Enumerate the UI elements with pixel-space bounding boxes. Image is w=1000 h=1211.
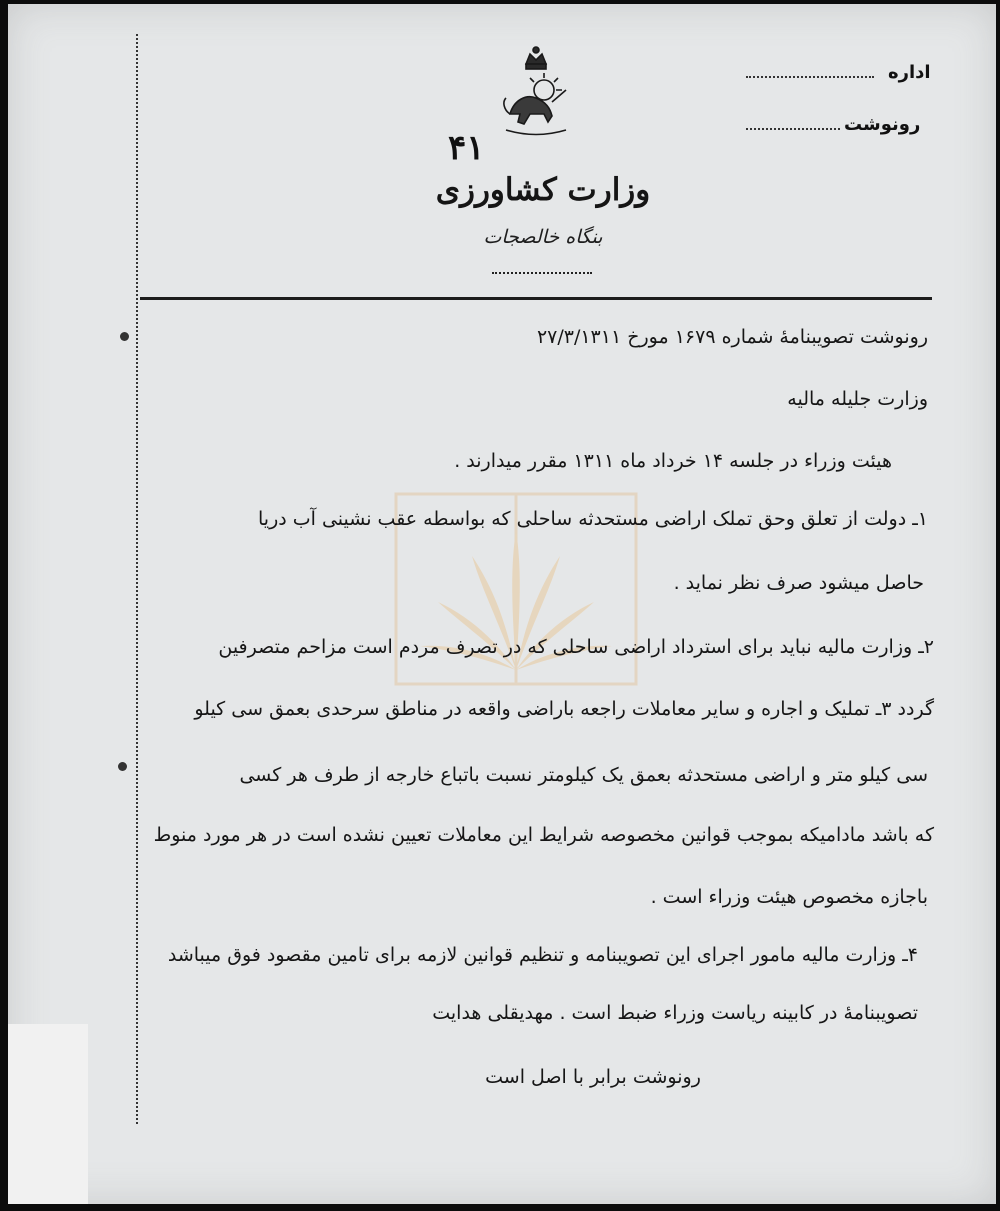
body-line: حاصل میشود صرف نظر نماید . bbox=[673, 572, 924, 594]
punch-hole bbox=[120, 332, 129, 341]
body-line: ۴ـ وزارت مالیه مامور اجرای این تصویبنامه و تنظیم قوانین لازمه برای تامین مقصود فوق میباشد bbox=[167, 944, 918, 966]
torn-corner bbox=[8, 1024, 88, 1204]
header-rule bbox=[140, 297, 932, 300]
addressee-line: وزارت جلیله مالیه bbox=[787, 388, 928, 410]
lion-and-sun-emblem bbox=[496, 42, 576, 142]
document-page bbox=[8, 4, 996, 1204]
body-line: گردد ۳ـ تملیک و اجاره و سایر معاملات راجعه باراضی واقعه در مناطق سرحدی بعمق سی کیلو bbox=[194, 698, 934, 720]
department-title: بنگاه خالصجات bbox=[483, 226, 603, 248]
copy-field-line[interactable] bbox=[746, 128, 840, 130]
body-line: که باشد مادامیکه بموجب قوانین مخصوصه شرایط این معاملات تعیین نشده است در هر مورد منوط bbox=[153, 824, 934, 846]
copy-field-label: رونوشت bbox=[844, 114, 921, 135]
department-underline bbox=[492, 272, 592, 274]
body-line: ۱ـ دولت از تعلق وحق تملک اراضی مستحدثه ساحلی که بواسطه عقب نشینی آب دریا bbox=[258, 508, 928, 530]
office-field-label: اداره bbox=[888, 62, 931, 83]
ministry-title: وزارت کشاورزی bbox=[435, 172, 651, 208]
body-line: باجازه مخصوص هیئت وزراء است . bbox=[650, 886, 928, 908]
reference-line: رونوشت تصویبنامهٔ شماره ۱۶۷۹ مورخ ۲۷/۳/۱۳۱۱ bbox=[536, 326, 928, 348]
office-field-line[interactable] bbox=[746, 76, 874, 78]
punch-hole bbox=[118, 762, 127, 771]
closing-line: رونوشت برابر با اصل است bbox=[485, 1066, 701, 1088]
margin-line bbox=[136, 34, 138, 1124]
intro-line: هیئت وزراء در جلسه ۱۴ خرداد ماه ۱۳۱۱ مقرر میدارند . bbox=[454, 450, 892, 472]
body-line: تصویبنامهٔ در کابینه ریاست وزراء ضبط است . مهدیقلی هدایت bbox=[432, 1002, 918, 1024]
handwritten-mark: ۴۱ bbox=[448, 128, 485, 168]
body-line: سی کیلو متر و اراضی مستحدثه بعمق یک کیلومتر نسبت باتباع خارجه از طرف هر کسی bbox=[239, 764, 928, 786]
body-line: ۲ـ وزارت مالیه نباید برای استرداد اراضی ساحلی که در تصرف مردم است مزاحم متصرفین bbox=[218, 636, 934, 658]
